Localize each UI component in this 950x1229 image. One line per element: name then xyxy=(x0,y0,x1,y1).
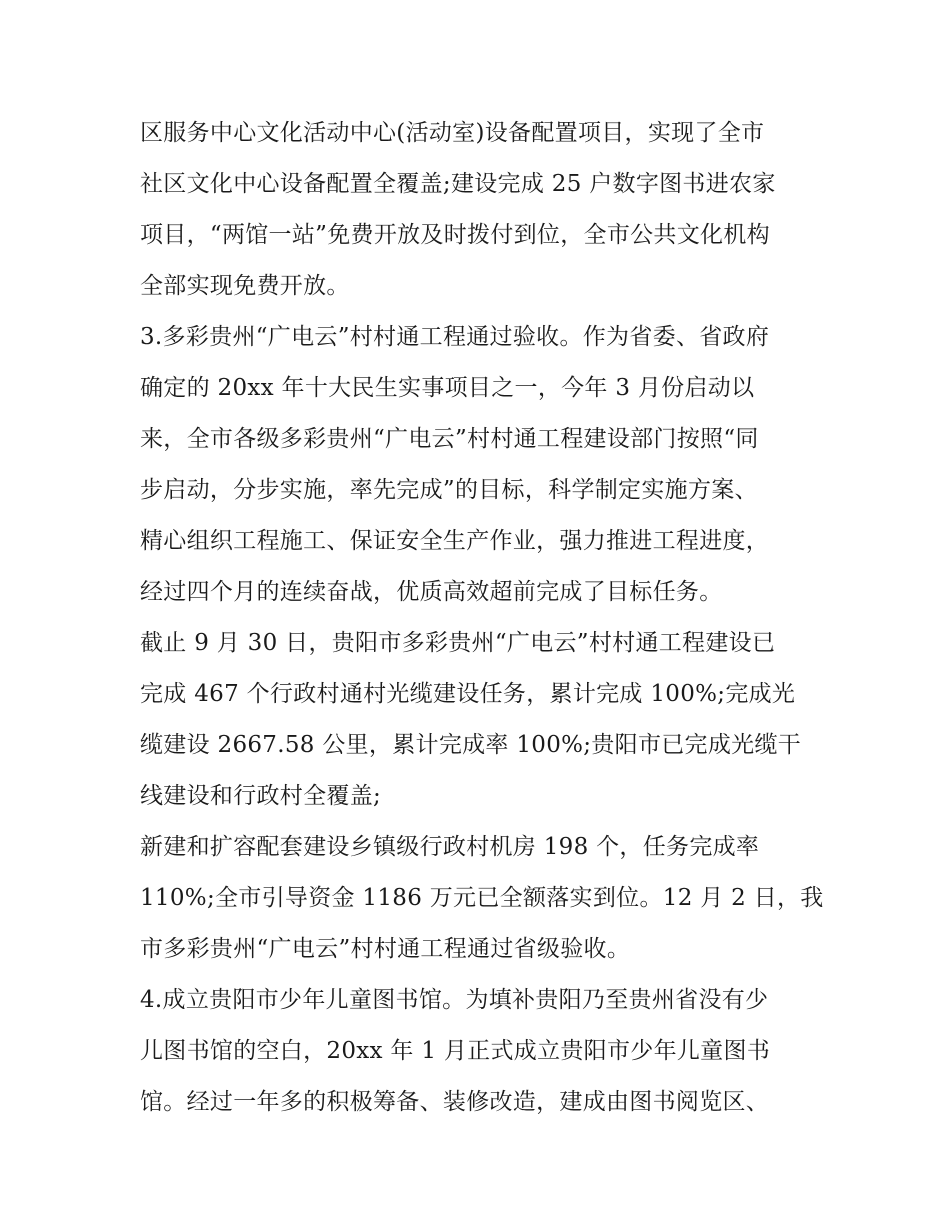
text-line-5: 3.多彩贵州“广电云”村村通工程通过验收。作为省委、省政府 xyxy=(140,324,770,350)
text-line-1: 区服务中心文化活动中心(活动室)设备配置项目，实现了全市 xyxy=(140,120,765,146)
text-line-20: 馆。经过一年多的积极筹备、装修改造，建成由图书阅览区、 xyxy=(140,1089,770,1115)
text-line-15: 新建和扩容配套建设乡镇级行政村机房 198 个，任务完成率 xyxy=(140,834,760,860)
document-body xyxy=(140,108,830,1128)
text-line-18: 4.成立贵阳市少年儿童图书馆。为填补贵阳乃至贵州省没有少 xyxy=(140,987,769,1013)
text-line-4: 全部实现免费开放。 xyxy=(140,273,350,299)
text-line-6: 确定的 20xx 年十大民生实事项目之一，今年 3 月份启动以 xyxy=(140,375,755,401)
text-line-16: 110%;全市引导资金 1186 万元已全额落实到位。12 月 2 日，我 xyxy=(140,885,824,911)
text-line-10: 经过四个月的连续奋战，优质高效超前完成了目标任务。 xyxy=(140,579,723,605)
text-line-19: 儿图书馆的空白，20xx 年 1 月正式成立贵阳市少年儿童图书 xyxy=(140,1038,771,1064)
text-line-2: 社区文化中心设备配置全覆盖;建设完成 25 户数字图书进农家 xyxy=(140,171,776,197)
text-line-8: 步启动，分步实施，率先完成”的目标，科学制定实施方案、 xyxy=(140,477,758,503)
text-line-3: 项目，“两馆一站”免费开放及时拨付到位，全市公共文化机构 xyxy=(140,222,770,248)
text-line-11: 截止 9 月 30 日，贵阳市多彩贵州“广电云”村村通工程建设已 xyxy=(140,630,776,656)
text-line-17: 市多彩贵州“广电云”村村通工程通过省级验收。 xyxy=(140,936,631,962)
text-line-13: 缆建设 2667.58 公里，累计完成率 100%;贵阳市已完成光缆干 xyxy=(140,732,802,758)
text-line-12: 完成 467 个行政村通村光缆建设任务，累计完成 100%;完成光 xyxy=(140,681,796,707)
text-line-14: 线建设和行政村全覆盖; xyxy=(140,783,382,809)
text-line-7: 来，全市各级多彩贵州“广电云”村村通工程建设部门按照“同 xyxy=(140,426,759,452)
text-line-9: 精心组织工程施工、保证安全生产作业，强力推进工程进度， xyxy=(140,528,770,554)
